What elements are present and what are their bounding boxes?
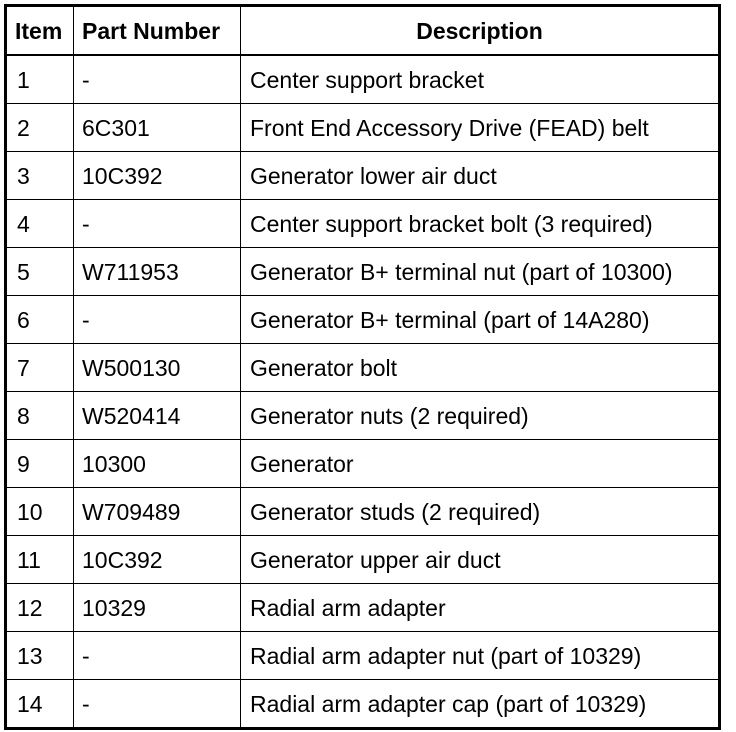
cell-description: Generator bbox=[241, 440, 720, 488]
table-row bbox=[6, 392, 720, 440]
cell-description: Generator upper air duct bbox=[241, 536, 720, 584]
cell-description: Front End Accessory Drive (FEAD) belt bbox=[241, 104, 720, 152]
cell-description: Radial arm adapter cap (part of 10329) bbox=[241, 680, 720, 729]
cell-part-number: 10329 bbox=[74, 584, 241, 632]
cell-item: 12 bbox=[6, 584, 74, 632]
header-row bbox=[6, 6, 720, 56]
cell-item: 9 bbox=[6, 440, 74, 488]
table-body bbox=[6, 55, 720, 729]
cell-description: Generator B+ terminal (part of 14A280) bbox=[241, 296, 720, 344]
cell-part-number: - bbox=[74, 296, 241, 344]
table-row bbox=[6, 55, 720, 104]
cell-item: 14 bbox=[6, 680, 74, 729]
column-header-item: Item bbox=[6, 6, 74, 56]
column-header-description: Description bbox=[241, 6, 720, 56]
cell-part-number: 10300 bbox=[74, 440, 241, 488]
cell-item: 7 bbox=[6, 344, 74, 392]
parts-table bbox=[4, 4, 721, 730]
cell-description: Center support bracket bbox=[241, 55, 720, 104]
cell-part-number: 10C392 bbox=[74, 152, 241, 200]
cell-item: 4 bbox=[6, 200, 74, 248]
cell-item: 8 bbox=[6, 392, 74, 440]
cell-item: 10 bbox=[6, 488, 74, 536]
cell-description: Generator lower air duct bbox=[241, 152, 720, 200]
table-row bbox=[6, 680, 720, 729]
table-row bbox=[6, 488, 720, 536]
table-row bbox=[6, 296, 720, 344]
cell-item: 1 bbox=[6, 55, 74, 104]
table-row bbox=[6, 536, 720, 584]
parts-table-container bbox=[4, 4, 718, 730]
cell-part-number: 6C301 bbox=[74, 104, 241, 152]
cell-part-number: W500130 bbox=[74, 344, 241, 392]
column-header-part-number: Part Number bbox=[74, 6, 241, 56]
table-row bbox=[6, 584, 720, 632]
table-header bbox=[6, 6, 720, 56]
cell-part-number: W711953 bbox=[74, 248, 241, 296]
table-row bbox=[6, 248, 720, 296]
cell-item: 3 bbox=[6, 152, 74, 200]
cell-part-number: - bbox=[74, 55, 241, 104]
cell-description: Center support bracket bolt (3 required) bbox=[241, 200, 720, 248]
cell-description: Radial arm adapter nut (part of 10329) bbox=[241, 632, 720, 680]
cell-item: 11 bbox=[6, 536, 74, 584]
cell-part-number: - bbox=[74, 632, 241, 680]
table-row bbox=[6, 200, 720, 248]
cell-part-number: W709489 bbox=[74, 488, 241, 536]
cell-item: 5 bbox=[6, 248, 74, 296]
table-row bbox=[6, 152, 720, 200]
table-row bbox=[6, 104, 720, 152]
cell-description: Generator B+ terminal nut (part of 10300) bbox=[241, 248, 720, 296]
cell-part-number: W520414 bbox=[74, 392, 241, 440]
table-row bbox=[6, 440, 720, 488]
cell-item: 13 bbox=[6, 632, 74, 680]
table-row bbox=[6, 344, 720, 392]
cell-description: Generator bolt bbox=[241, 344, 720, 392]
cell-part-number: - bbox=[74, 200, 241, 248]
cell-part-number: 10C392 bbox=[74, 536, 241, 584]
cell-description: Generator nuts (2 required) bbox=[241, 392, 720, 440]
cell-item: 2 bbox=[6, 104, 74, 152]
cell-description: Radial arm adapter bbox=[241, 584, 720, 632]
table-row bbox=[6, 632, 720, 680]
cell-description: Generator studs (2 required) bbox=[241, 488, 720, 536]
cell-item: 6 bbox=[6, 296, 74, 344]
cell-part-number: - bbox=[74, 680, 241, 729]
